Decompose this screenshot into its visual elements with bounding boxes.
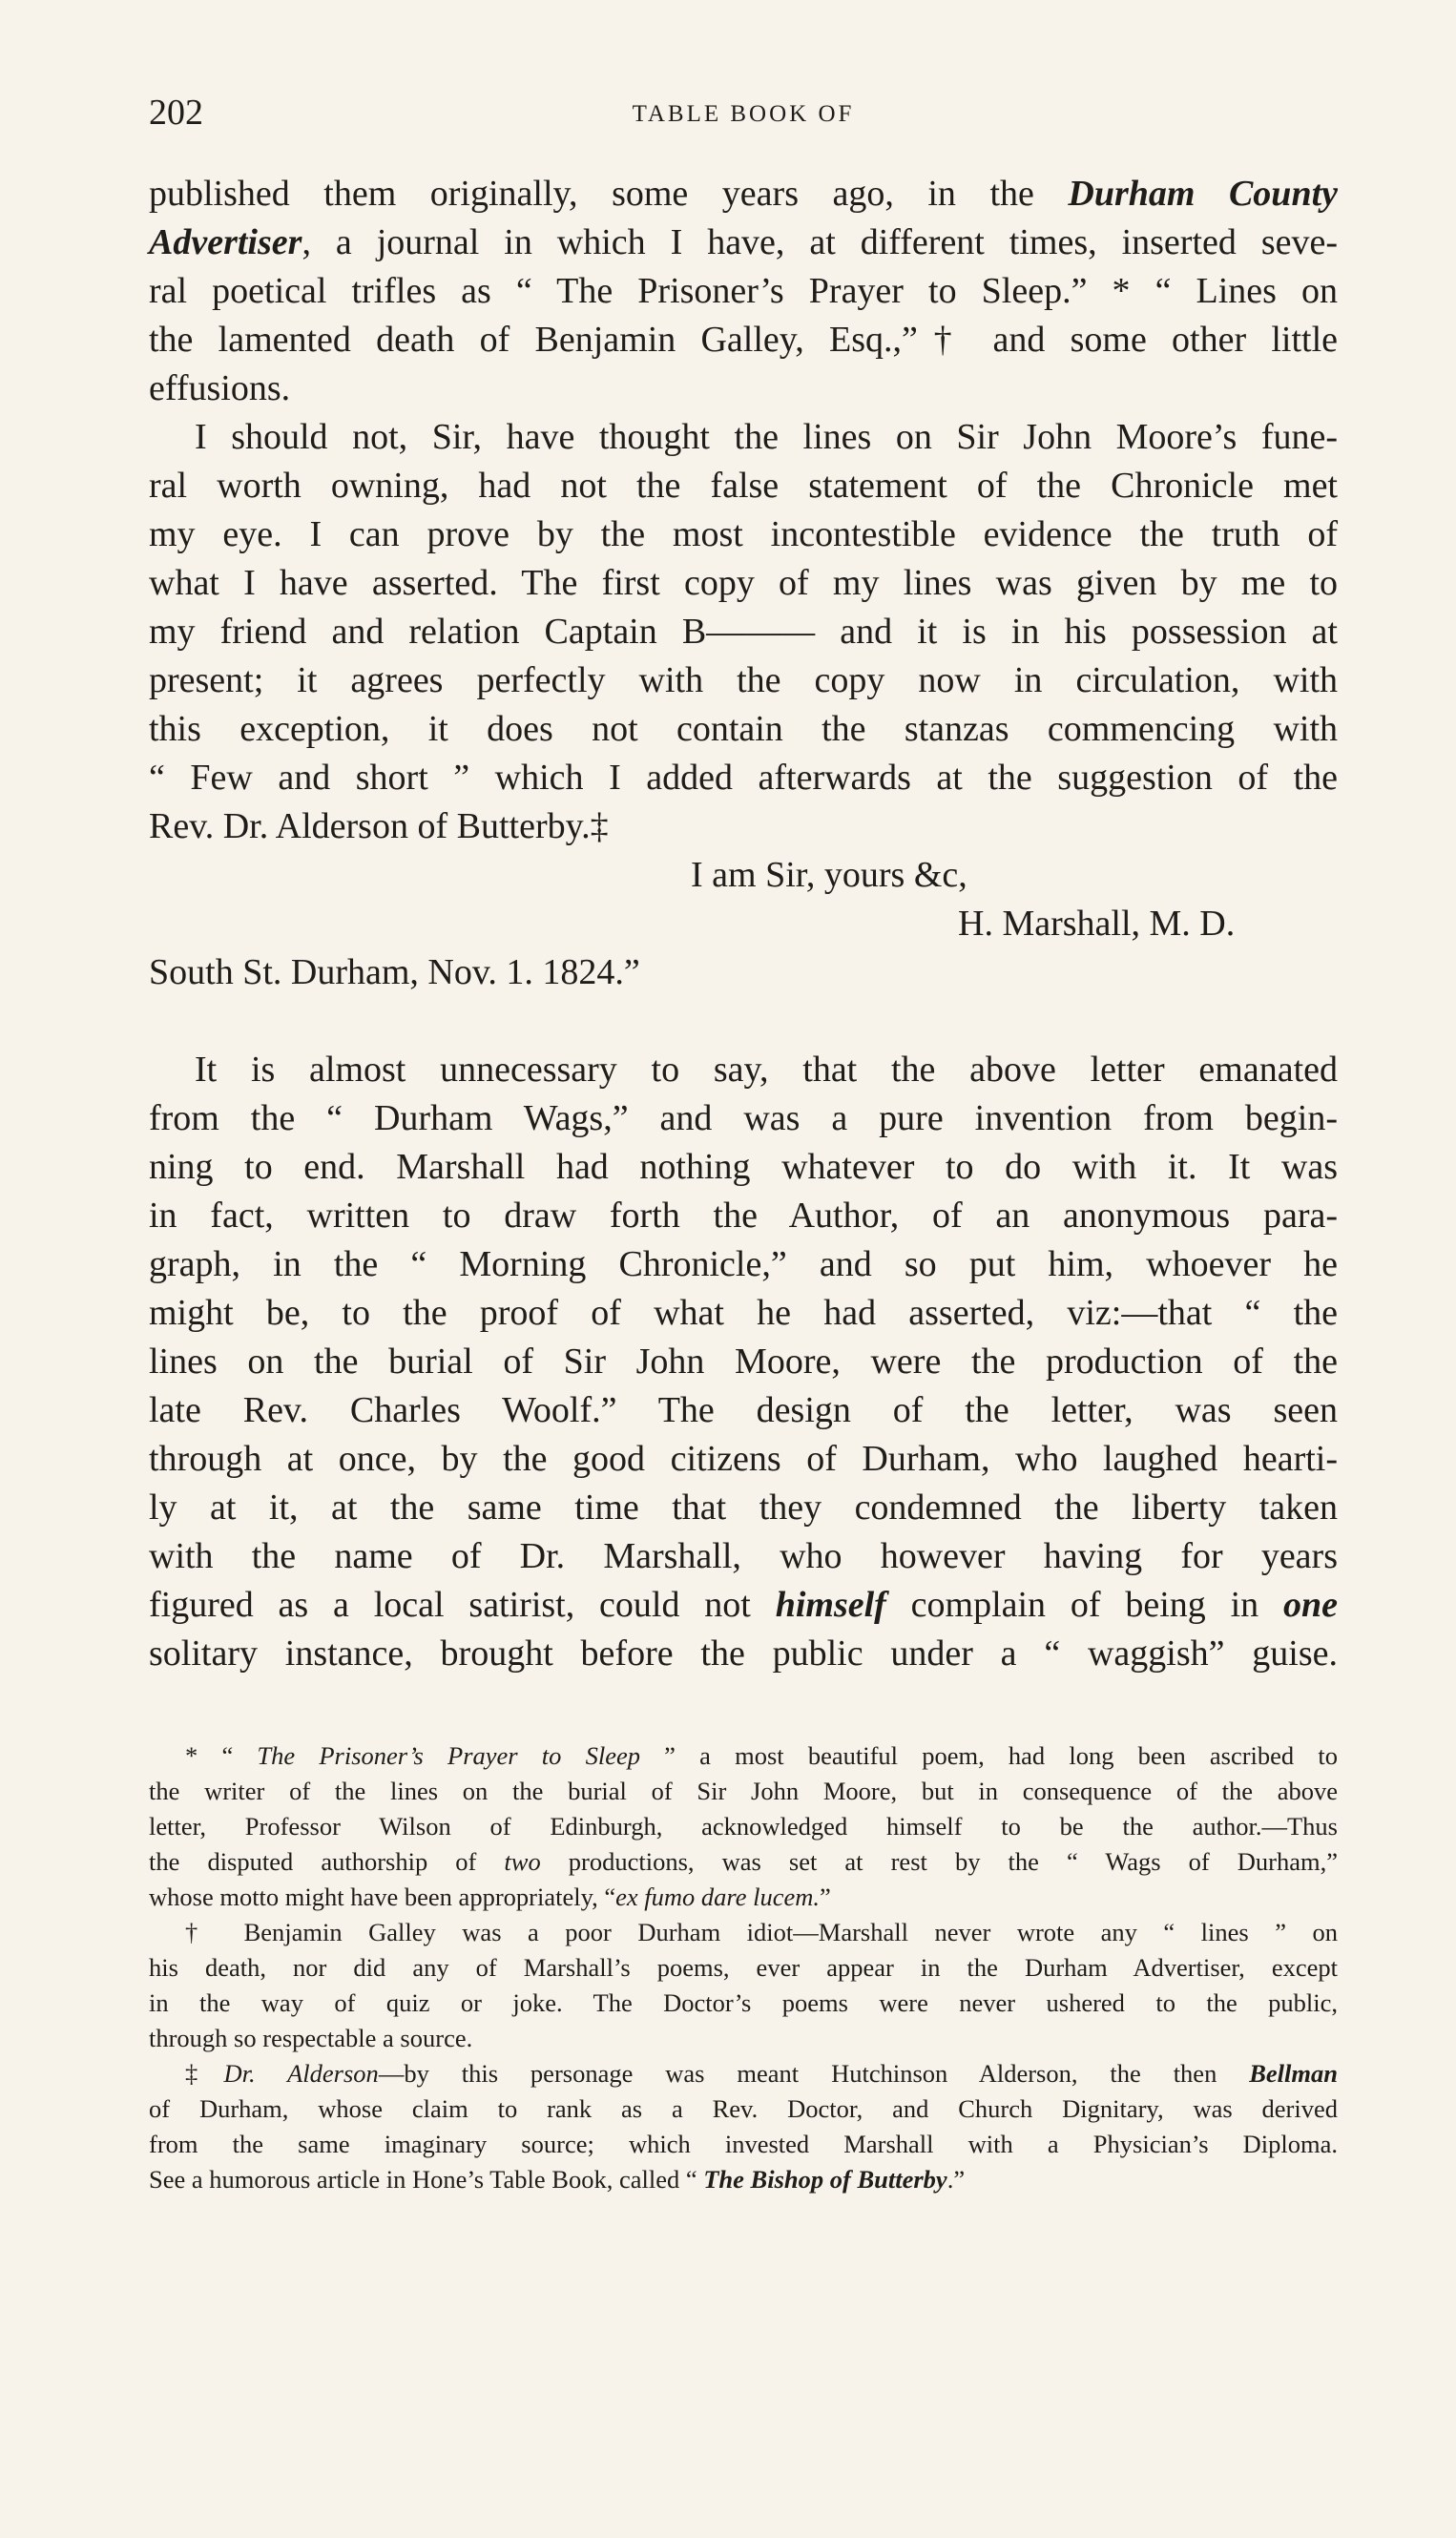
text-line: ly at it, at the same time that they condemned the liberty taken: [149, 1487, 1338, 1528]
text-line: in fact, written to draw forth the Author, of an anonymous para-: [149, 1196, 1338, 1236]
text-line: Advertiser, a journal in which I have, at different times, inserted seve-: [149, 222, 1338, 262]
text-line: from the “ Durham Wags,” and was a pure invention from begin-: [149, 1098, 1338, 1138]
footnote-line: whose motto might have been appropriately, “ex fumo dare lucem.”: [149, 1883, 831, 1911]
text-line: “ Few and short ” which I added afterwards at the suggestion of the: [149, 758, 1338, 798]
letter-place-date: South St. Durham, Nov. 1. 1824.”: [149, 952, 640, 992]
text-line: published them originally, some years ago, in the Durham County: [149, 174, 1338, 214]
footnotes: [149, 1738, 1338, 2197]
footnote-double-dagger: ‡Dr. Alderson—by this personage was meant Hutchinson Alderson, the then Bellman: [185, 2059, 1338, 2088]
main-text: [149, 170, 1338, 1678]
text-line: effusions.: [149, 368, 291, 408]
text-line: what I have asserted. The first copy of my lines was given by me to: [149, 563, 1338, 603]
text-line: figured as a local satirist, could not himself complain of being in one: [149, 1585, 1338, 1625]
page-header: [149, 92, 1338, 139]
running-head: TABLE BOOK OF: [632, 101, 855, 127]
text-line: the lamented death of Benjamin Galley, Esq.,”† and some other little: [149, 320, 1338, 360]
text-line: solitary instance, brought before the public under a “ waggish” guise.: [149, 1633, 1338, 1674]
text-line: ral poetical trifles as “ The Prisoner’s Prayer to Sleep.” * “ Lines on: [149, 271, 1338, 311]
text-line: graph, in the “ Morning Chronicle,” and so put him, whoever he: [149, 1244, 1338, 1284]
footnote-line: See a humorous article in Hone’s Table Book, called “ The Bishop of Butterby.”: [149, 2165, 966, 2194]
text-line: ral worth owning, had not the false statement of the Chronicle met: [149, 466, 1338, 506]
footnote-line: of Durham, whose claim to rank as a Rev. Doctor, and Church Dignitary, was derived: [149, 2094, 1338, 2123]
text-line: with the name of Dr. Marshall, who however having for years: [149, 1536, 1338, 1576]
text-line: lines on the burial of Sir John Moore, were the production of the: [149, 1342, 1338, 1382]
paragraph-first-line: I should not, Sir, have thought the lines on Sir John Moore’s fune-: [195, 417, 1338, 457]
footnote-line: from the same imaginary source; which invested Marshall with a Physician’s Diploma.: [149, 2130, 1338, 2158]
text-line: present; it agrees perfectly with the copy now in circulation, with: [149, 660, 1338, 700]
text-line: might be, to the proof of what he had asserted, viz:—that “ the: [149, 1293, 1338, 1333]
letter-closing: I am Sir, yours &c,: [691, 855, 967, 895]
footnote-line: his death, nor did any of Marshall’s poems, ever appear in the Durham Advertiser, except: [149, 1953, 1338, 1982]
footnote-line: in the way of quiz or joke. The Doctor’s poems were never ushered to the public,: [149, 1988, 1338, 2017]
text-line: my friend and relation Captain B——— and it is in his possession at: [149, 612, 1338, 652]
page-number: 202: [149, 93, 203, 133]
footnote-line: the disputed authorship of two productions, was set at rest by the “ Wags of Durham,”: [149, 1847, 1338, 1876]
paragraph-first-line: It is almost unnecessary to say, that the above letter emanated: [195, 1050, 1338, 1090]
text-line: Rev. Dr. Alderson of Butterby.‡: [149, 806, 609, 846]
letter-signature: H. Marshall, M. D.: [958, 904, 1236, 944]
footnote-line: letter, Professor Wilson of Edinburgh, acknowledged himself to be the author.—Thus: [149, 1812, 1338, 1841]
text-line: through at once, by the good citizens of Durham, who laughed hearti-: [149, 1439, 1338, 1479]
paragraph-gap: [149, 997, 1338, 1046]
footnote-line: through so respectable a source.: [149, 2024, 473, 2052]
text-line: ning to end. Marshall had nothing whatever to do with it. It was: [149, 1147, 1338, 1187]
footnote-star: * “ The Prisoner’s Prayer to Sleep ” a most beautiful poem, had long been ascribed to: [185, 1741, 1338, 1770]
footnote-dagger: † Benjamin Galley was a poor Durham idiot—Marshall never wrote any “ lines ” on: [185, 1918, 1338, 1946]
text-line: late Rev. Charles Woolf.” The design of the letter, was seen: [149, 1390, 1338, 1430]
footnote-line: the writer of the lines on the burial of Sir John Moore, but in consequence of the above: [149, 1777, 1338, 1805]
text-line: this exception, it does not contain the stanzas commencing with: [149, 709, 1338, 749]
text-line: my eye. I can prove by the most incontestible evidence the truth of: [149, 514, 1338, 554]
